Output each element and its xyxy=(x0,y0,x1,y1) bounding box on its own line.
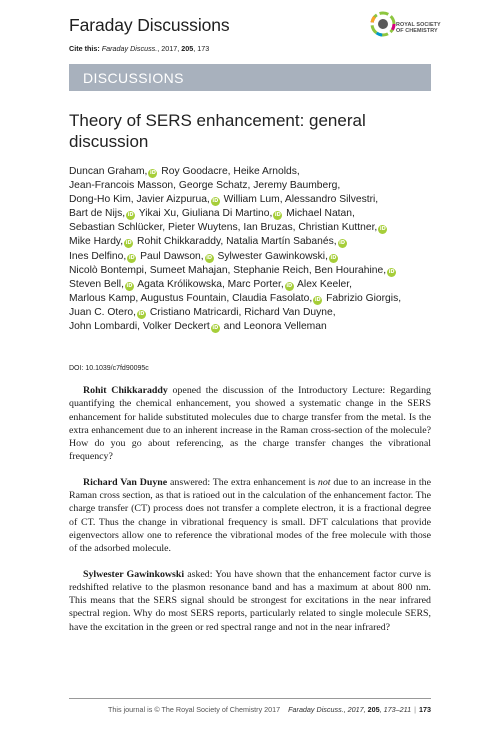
journal-name: Faraday Discussions xyxy=(69,15,230,35)
orcid-icon[interactable]: iD xyxy=(125,240,132,247)
article-title: Theory of SERS enhancement: general discussion xyxy=(69,111,366,151)
author-line xyxy=(69,165,439,179)
orcid-icon[interactable]: iD xyxy=(379,226,386,233)
orcid-icon[interactable]: iD xyxy=(314,296,321,303)
author-list xyxy=(69,165,439,334)
cite-year: , 2017, xyxy=(157,44,182,53)
author-line xyxy=(69,264,439,278)
author-line xyxy=(69,221,439,235)
author-names: Sebastian Schlücker, Pieter Wuytens, Ian Bruzas, Christian Kuttner, xyxy=(69,222,378,234)
author-names: Jean-Francois Masson, George Schatz, Jeremy Baumberg, xyxy=(69,180,341,192)
orcid-icon[interactable]: iD xyxy=(149,170,156,176)
author-line xyxy=(69,306,439,320)
author-names: William Lum, Alessandro Silvestri, xyxy=(220,194,379,206)
footer-volume: 205 xyxy=(367,705,380,714)
author-line xyxy=(69,250,439,264)
author-names: Alex Keeler, xyxy=(294,278,352,290)
orcid-icon[interactable]: iD xyxy=(388,268,395,275)
speaker-name: Richard Van Duyne xyxy=(83,476,168,488)
author-names: Yikai Xu, Giuliana Di Martino, xyxy=(136,208,273,220)
author-line xyxy=(69,278,439,292)
rsc-logo-line1: ROYAL SOCIETY xyxy=(396,22,441,28)
emphasis-text: not xyxy=(317,476,331,488)
discussion-paragraph xyxy=(69,568,431,634)
orcid-icon[interactable]: iD xyxy=(126,282,133,289)
author-line xyxy=(69,179,439,193)
author-names: Roy Goodacre, Heike Arnolds, xyxy=(158,166,300,177)
cite-journal: Faraday Discuss. xyxy=(101,44,158,53)
author-line xyxy=(69,320,439,334)
footer-separator: | xyxy=(414,705,416,714)
rsc-logo-icon xyxy=(369,9,399,39)
citation xyxy=(69,44,209,53)
orcid-icon[interactable]: iD xyxy=(212,325,219,332)
author-names: Steven Bell, xyxy=(69,278,124,290)
footer-divider xyxy=(69,698,431,699)
author-names: Juan C. Otero, xyxy=(69,306,136,318)
footer-year: , 2017, xyxy=(343,705,368,714)
author-names: John Lombardi, Volker Deckert xyxy=(69,321,210,333)
footer-journal: Faraday Discuss. xyxy=(288,705,344,714)
section-banner xyxy=(69,64,431,91)
rsc-logo xyxy=(369,9,443,49)
rsc-logo-text xyxy=(396,22,441,34)
orcid-icon[interactable]: iD xyxy=(138,310,145,317)
author-names: Agata Królikowska, Marc Porter, xyxy=(134,278,284,290)
paragraph-text: asked: You have shown that the enhancement factor curve is redshifted relative to the plasmon resonance band and has a maximum at about 800 nm. This means that the SERS signal should be strongest for excitations in the near infrared spectral region. Why do most SERS reports, particularly related to single molecule SERS, have the excitation in the green or red spectral range and not in the near infrared? xyxy=(69,568,431,633)
author-line xyxy=(69,292,439,306)
author-names: Dong-Ho Kim, Javier Aizpurua, xyxy=(69,194,210,206)
discussion-paragraph xyxy=(69,476,431,556)
author-names: Fabrizio Giorgis, xyxy=(323,292,402,304)
cite-prefix: Cite this: xyxy=(69,44,102,53)
author-names: and Leonora Velleman xyxy=(220,321,327,333)
author-names: Bart de Nijs, xyxy=(69,208,126,220)
orcid-icon[interactable]: iD xyxy=(212,198,219,205)
page-footer xyxy=(69,705,431,714)
orcid-icon[interactable]: iD xyxy=(274,212,281,219)
rsc-logo-line2: OF CHEMISTRY xyxy=(396,28,438,35)
orcid-icon[interactable]: iD xyxy=(128,254,135,261)
cite-volume: 205 xyxy=(181,44,194,53)
author-names: Michael Natan, xyxy=(283,208,355,220)
doi[interactable]: DOI: 10.1039/c7fd90095c xyxy=(69,365,149,372)
author-line xyxy=(69,193,439,207)
paragraph-text: due to an increase in the Raman cross section, as that is ratioed out in the calculation of the enhancement factor. The charge transfer (CT) process does not transfer a complete electron, it is a fractional degree of CT. Thus the change in vibrational frequency is small. DFT calculations that provide eigenvectors allow one to reference the vibrational modes of the free molecule with those of the adsorbed molecule. xyxy=(69,476,431,555)
paragraph-text: opened the discussion of the Introductory Lecture: Regarding quantifying the chemical enhancement, you showed a systematic change in the SERS enhancement for halide substituted molecules due to charge transfer from the metal. Is the extra enhancement due to an inherent increase in the Raman cross-section of the molecule? How do you go about referencing, as the charge transfer changes the vibrational frequency? xyxy=(69,385,431,463)
author-line xyxy=(69,207,439,221)
author-names: Mike Hardy, xyxy=(69,236,124,248)
paragraph-text: answered: The extra enhancement is xyxy=(167,476,318,488)
author-names: Marlous Kamp, Augustus Fountain, Claudia Fasolato, xyxy=(69,292,313,304)
orcid-icon[interactable]: iD xyxy=(206,254,213,261)
speaker-name: Sylwester Gawinkowski xyxy=(83,568,185,580)
orcid-icon[interactable]: iD xyxy=(286,282,293,289)
orcid-icon[interactable]: iD xyxy=(339,240,346,247)
author-names: Paul Dawson, xyxy=(137,250,204,262)
speaker-name: Rohit Chikkaraddy xyxy=(83,385,168,396)
discussion-body xyxy=(69,384,431,646)
cite-pages: , 173 xyxy=(193,44,210,53)
author-names: Duncan Graham, xyxy=(69,166,148,177)
page-number: 173 xyxy=(419,705,431,714)
footer-copyright: This journal is © The Royal Society of Chemistry 2017 xyxy=(108,705,281,714)
author-names: Rohit Chikkaraddy, Natalia Martín Sabanés, xyxy=(134,236,337,248)
author-names: Cristiano Matricardi, Richard Van Duyne, xyxy=(146,306,336,318)
author-names: Ines Delfino, xyxy=(69,250,127,262)
orcid-icon[interactable]: iD xyxy=(330,254,337,261)
orcid-icon[interactable]: iD xyxy=(127,212,134,219)
footer-pages: , 173–211 xyxy=(379,705,412,714)
author-names: Nicolò Bontempi, Sumeet Mahajan, Stephanie Reich, Ben Hourahine, xyxy=(69,264,387,276)
discussion-paragraph xyxy=(69,384,431,464)
author-line xyxy=(69,235,439,249)
section-banner-label: DISCUSSIONS xyxy=(83,70,184,86)
author-names: Sylwester Gawinkowski, xyxy=(214,250,328,262)
